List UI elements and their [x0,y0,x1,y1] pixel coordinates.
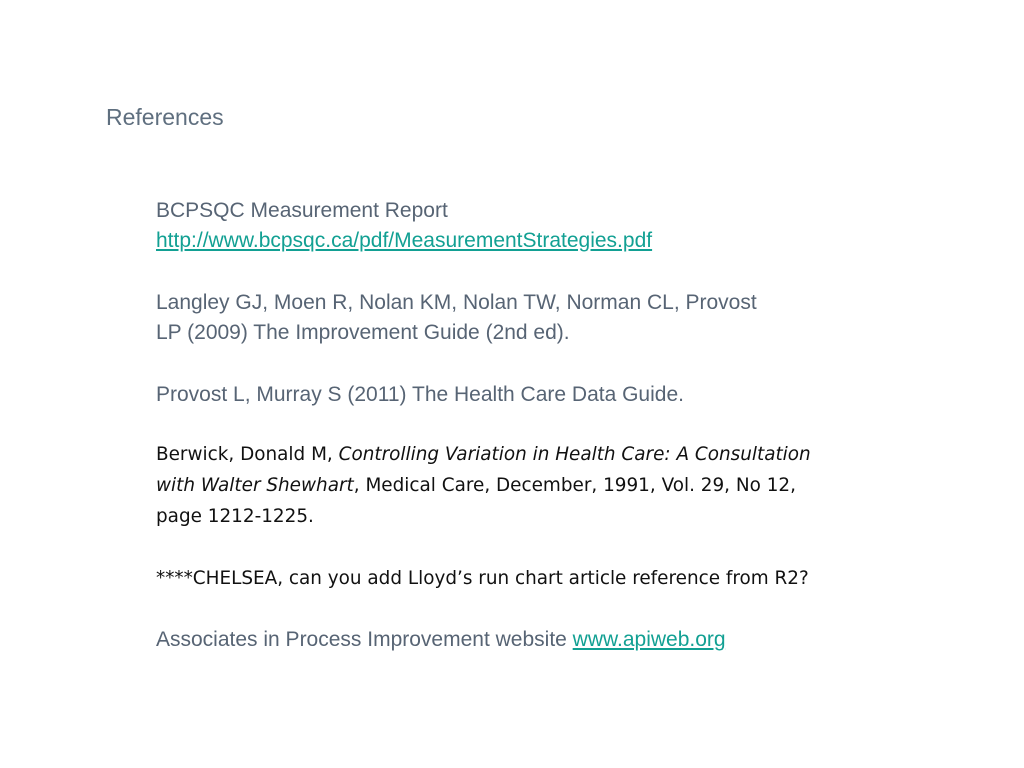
reference-provost-text: Provost L, Murray S (2011) The Health Care Data Guide. [156,383,684,406]
reference-api-text: Associates in Process Improvement website [156,628,573,651]
reference-api [156,625,936,655]
berwick-title-line2: with Walter Shewhart [156,475,354,496]
berwick-pages: page 1212-1225. [156,506,314,527]
reference-langley-line2: LP (2009) The Improvement Guide (2nd ed). [156,321,570,344]
reference-note [156,563,936,594]
reference-langley [156,288,936,348]
reference-provost [156,380,936,410]
berwick-source: , Medical Care, December, 1991, Vol. 29, No 12, [353,475,796,496]
reference-berwick [156,439,936,532]
reference-bcpsqc [156,196,936,256]
berwick-title-line1: Controlling Variation in Health Care: A Consultation [338,444,811,465]
slide-title: References [106,104,224,130]
reference-note-text: ****CHELSEA, can you add Lloyd’s run chart article reference from R2? [156,568,809,589]
apiweb-link[interactable]: www.apiweb.org [572,628,726,651]
reference-langley-line1: Langley GJ, Moen R, Nolan KM, Nolan TW, Norman CL, Provost [156,291,757,314]
reference-bcpsqc-title: BCPSQC Measurement Report [156,199,448,222]
bcpsqc-link[interactable]: http://www.bcpsqc.ca/pdf/MeasurementStrategies.pdf [156,229,653,252]
berwick-author: Berwick, Donald M, [156,444,339,465]
